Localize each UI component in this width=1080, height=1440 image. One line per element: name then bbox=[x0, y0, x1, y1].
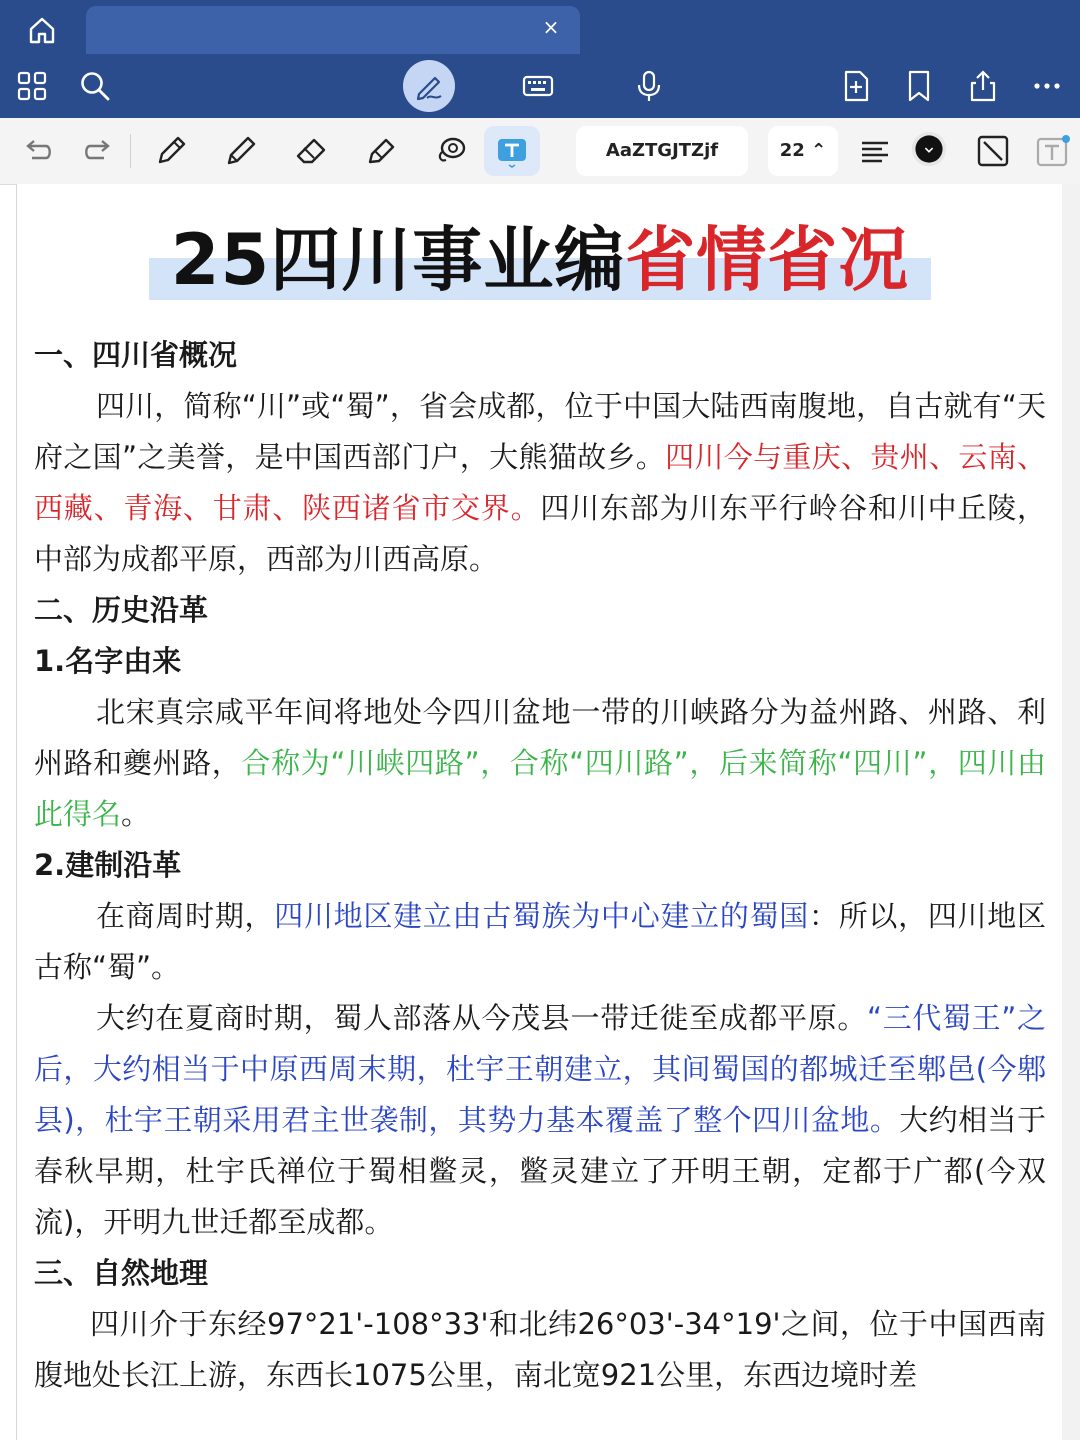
section-heading-overview: 一、四川省概况 bbox=[34, 338, 238, 372]
dynasty-text: 大约在夏商时期，蜀人部落从今茂县一带迁徙至成都平原。 bbox=[96, 1001, 868, 1035]
fountain-pen-icon[interactable] bbox=[152, 132, 190, 170]
undo-icon[interactable] bbox=[18, 132, 56, 170]
grid-icon[interactable] bbox=[14, 68, 50, 104]
paragraph-geography: 四川介于东经97°21'-108°33'和北纬26°03'-34°19'之间，位于中国西南腹地处长江上游，东西长1075公里，南北宽921公里，东西边境时差 bbox=[34, 1307, 1046, 1392]
title-container bbox=[0, 218, 1080, 302]
tab-bar bbox=[0, 0, 1080, 54]
home-icon[interactable] bbox=[24, 12, 60, 48]
paragraph-shu-kingdom bbox=[34, 891, 1046, 993]
font-selector[interactable]: AaZTGJTZjf bbox=[576, 126, 748, 176]
eraser-icon[interactable] bbox=[292, 132, 330, 170]
shu-text-end: ：所以，四川地区古称“蜀”。 bbox=[34, 899, 1046, 984]
shu-text: 在商周时期， bbox=[96, 899, 275, 933]
name-origin-green-text: 合称为“川峡四路”，合称“四川路”，后来简称“四川”，四川由此得名 bbox=[34, 746, 1046, 831]
section-heading-history: 二、历史沿革 bbox=[34, 593, 209, 627]
font-size-selector[interactable] bbox=[768, 126, 838, 176]
microphone-icon[interactable] bbox=[631, 68, 667, 104]
overview-text-end: 四川东部为川东平行岭谷和川中丘陵，中部为成都平原，西部为川西高原。 bbox=[34, 491, 1046, 576]
dynasty-text-end: 大约相当于春秋早期，杜宇氏禅位于蜀相鳖灵，鳖灵建立了开明王朝，定都于广都(今双流)，开明九世迁都至成都。 bbox=[34, 1103, 1046, 1239]
add-page-icon[interactable] bbox=[838, 68, 874, 104]
shu-blue-text: 四川地区建立由古蜀族为中心建立的蜀国 bbox=[274, 899, 809, 933]
subheading-name-origin: 1.名字由来 bbox=[34, 644, 182, 678]
chevron-updown-icon: ⌃ bbox=[811, 140, 827, 161]
name-origin-text: 北宋真宗咸平年间将地处今四川盆地一带的川峡路分为益州路、州路、利州路和夔州路， bbox=[34, 695, 1046, 780]
page-margin bbox=[1062, 184, 1080, 1440]
tools-bar bbox=[0, 118, 1080, 185]
section-heading-geography: 三、自然地理 bbox=[34, 1256, 209, 1290]
overview-text: 四川，简称“川”或“蜀”，省会成都，位于中国大陆西南腹地，自古就有“天府之国”之美誉，是中国西部门户，大熊猫故乡。 bbox=[34, 389, 1046, 474]
dynasty-blue-text: “三代蜀王”之后，大约相当于中原西周末期，杜宇王朝建立，其间蜀国的都城迁至郫邑(今郫县)，杜宇王朝采用君主世袭制，其势力基本覆盖了整个四川盆地。 bbox=[34, 1001, 1046, 1137]
font-size-value: 22 bbox=[779, 140, 805, 161]
close-icon[interactable]: × bbox=[542, 15, 560, 39]
textbox-icon[interactable] bbox=[1034, 132, 1072, 170]
title-red-text: 省情省况 bbox=[625, 219, 910, 301]
paragraph-name-origin bbox=[34, 687, 1046, 840]
document-content[interactable] bbox=[34, 330, 1046, 1401]
bookmark-icon[interactable] bbox=[901, 68, 937, 104]
search-icon[interactable] bbox=[77, 68, 113, 104]
lasso-icon[interactable] bbox=[432, 132, 470, 170]
page-title bbox=[149, 218, 931, 302]
pen-mode-icon[interactable] bbox=[403, 60, 455, 112]
keyboard-icon[interactable] bbox=[520, 68, 556, 104]
paragraph-overview bbox=[34, 381, 1046, 585]
overview-red-text: 四川今与重庆、贵州、云南、西藏、青海、甘肃、陕西诸省市交界。 bbox=[34, 440, 1046, 525]
pencil-icon[interactable] bbox=[222, 132, 260, 170]
share-icon[interactable] bbox=[965, 68, 1001, 104]
title-text: 25四川事业编 bbox=[170, 219, 626, 301]
toolbar-divider bbox=[130, 134, 131, 168]
paragraph-dynasties bbox=[34, 993, 1046, 1248]
shape-icon[interactable] bbox=[974, 132, 1012, 170]
highlighter-icon[interactable] bbox=[362, 132, 400, 170]
color-icon[interactable] bbox=[910, 130, 952, 172]
main-toolbar bbox=[0, 54, 1080, 118]
subheading-administration: 2.建制沿革 bbox=[34, 848, 182, 882]
align-icon[interactable] bbox=[856, 132, 894, 170]
document-tab[interactable] bbox=[86, 6, 580, 54]
name-origin-end: 。 bbox=[121, 797, 151, 831]
redo-icon[interactable] bbox=[80, 132, 118, 170]
more-icon[interactable] bbox=[1029, 68, 1065, 104]
text-tool-icon[interactable] bbox=[484, 126, 540, 176]
